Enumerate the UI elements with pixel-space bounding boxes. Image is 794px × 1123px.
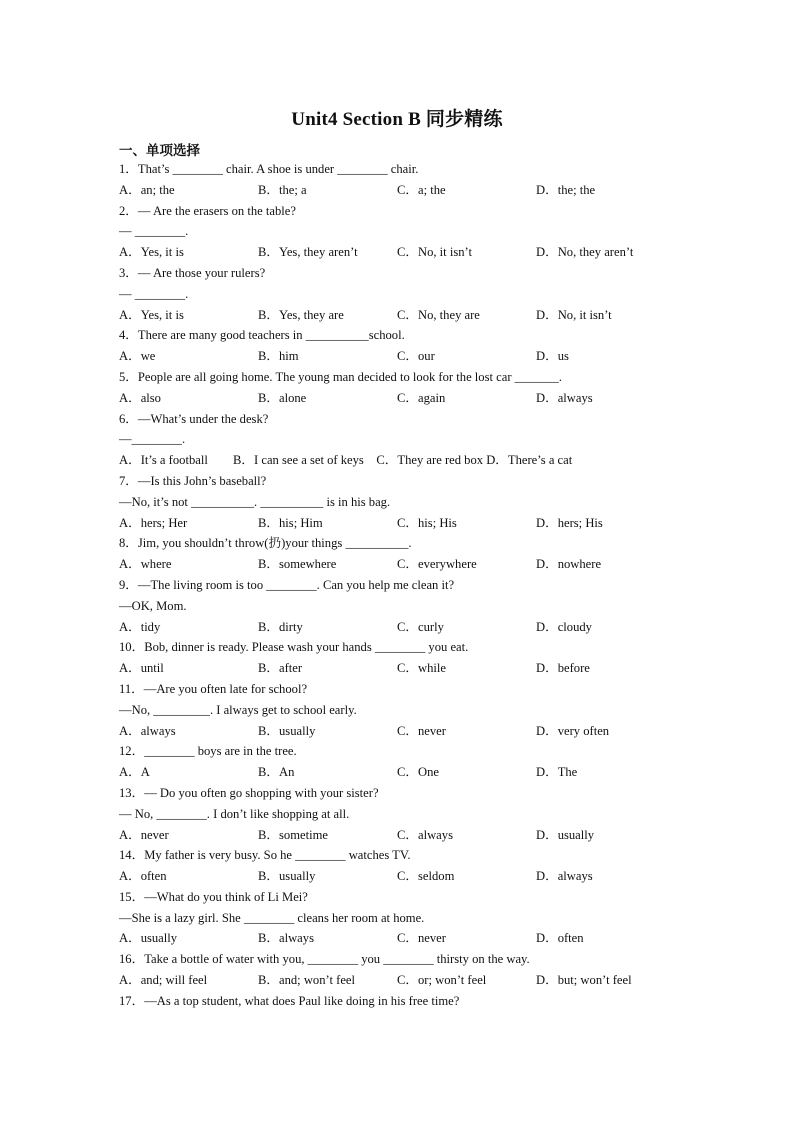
- question-response-line: —OK, Mom.: [119, 598, 187, 613]
- question-16: [119, 949, 679, 991]
- options-row: [119, 825, 679, 846]
- options-row: [119, 388, 679, 409]
- question-5: [119, 367, 679, 409]
- option-d: D．No, it isn’t: [536, 307, 612, 322]
- option-b: B．always: [258, 931, 314, 946]
- options-row: [119, 305, 679, 326]
- question-stem: 12．________ boys are in the tree.: [119, 744, 297, 759]
- option-c: C．No, they are: [397, 307, 480, 322]
- option-b: B．after: [258, 661, 303, 676]
- option-b: B．dirty: [258, 619, 303, 634]
- option-b: B．the; a: [258, 182, 307, 197]
- question-stem: 6．—What’s under the desk?: [119, 411, 269, 426]
- option-a: A．always: [119, 723, 176, 738]
- option-a: A．an; the: [119, 182, 175, 197]
- option-c: C．never: [397, 723, 446, 738]
- question-stem: 2．— Are the erasers on the table?: [119, 203, 296, 218]
- options-row: [119, 513, 679, 534]
- option-b: B．usually: [258, 723, 316, 738]
- options-row: [119, 554, 679, 575]
- question-11: [119, 679, 679, 741]
- option-c: C．again: [397, 390, 446, 405]
- question-stem: 13．— Do you often go shopping with your sister?: [119, 785, 379, 800]
- option-d: D．very often: [536, 723, 610, 738]
- option-d: D．cloudy: [536, 619, 592, 634]
- question-response-line: — ________.: [119, 224, 189, 239]
- option-b: B．and; won’t feel: [258, 973, 355, 988]
- option-c: C．while: [397, 661, 446, 676]
- option-d: D．always: [536, 390, 593, 405]
- option-a: A．hers; Her: [119, 515, 188, 530]
- option-c: C．curly: [397, 619, 444, 634]
- question-14: [119, 845, 679, 887]
- question-stem: 14．My father is very busy. So he ________ watches TV.: [119, 848, 411, 863]
- options-row: [119, 180, 679, 201]
- options-row: [119, 658, 679, 679]
- question-stem: 5．People are all going home. The young man decided to look for the lost car _______.: [119, 369, 562, 384]
- option-b: B．alone: [258, 390, 307, 405]
- option-d: D．nowhere: [536, 557, 602, 572]
- question-6: [119, 409, 679, 471]
- option-a: A．tidy: [119, 619, 161, 634]
- question-stem: 15．—What do you think of Li Mei?: [119, 889, 308, 904]
- option-a: A．never: [119, 827, 169, 842]
- option-c: C．never: [397, 931, 446, 946]
- question-stem: 16．Take a bottle of water with you, ________ you ________ thirsty on the way.: [119, 952, 530, 967]
- option-d: D．usually: [536, 827, 595, 842]
- option-b: B．him: [258, 349, 299, 364]
- option-a: A．we: [119, 349, 156, 364]
- options-row: [119, 721, 679, 742]
- option-c: C．No, it isn’t: [397, 245, 472, 260]
- options-row: [119, 928, 679, 949]
- question-list: [119, 159, 679, 1012]
- options-row: [119, 617, 679, 638]
- question-13: [119, 783, 679, 845]
- options-row: [119, 970, 679, 991]
- question-stem: 3．— Are those your rulers?: [119, 265, 266, 280]
- option-a: A．often: [119, 869, 167, 884]
- option-d: D．The: [536, 765, 578, 780]
- option-c: C．seldom: [397, 869, 455, 884]
- question-response-line: —No, it’s not __________. __________ is in his bag.: [119, 494, 391, 509]
- option-d: D．us: [536, 349, 569, 364]
- question-stem: 9．—The living room is too ________. Can you help me clean it?: [119, 577, 455, 592]
- question-stem: 1．That’s ________ chair. A shoe is under ________ chair.: [119, 162, 419, 176]
- question-17: [119, 991, 679, 1012]
- option-d: D．hers; His: [536, 515, 603, 530]
- question-stem: 10．Bob, dinner is ready. Please wash your hands ________ you eat.: [119, 640, 469, 655]
- option-c: C．everywhere: [397, 557, 477, 572]
- option-b: B．sometime: [258, 827, 328, 842]
- question-response-line: —No, _________. I always get to school early.: [119, 702, 357, 717]
- question-12: [119, 741, 679, 783]
- question-7: [119, 471, 679, 533]
- question-stem: 4．There are many good teachers in __________school.: [119, 328, 405, 343]
- option-c: C．a; the: [397, 182, 446, 197]
- option-b: B．Yes, they are: [258, 307, 344, 322]
- question-stem: 7．—Is this John’s baseball?: [119, 473, 267, 488]
- option-d: D．always: [536, 869, 593, 884]
- option-a: A．also: [119, 390, 161, 405]
- question-3: [119, 263, 679, 325]
- question-10: [119, 637, 679, 679]
- option-a: A．A: [119, 765, 150, 780]
- option-d: D．No, they aren’t: [536, 245, 634, 260]
- question-stem: 8．Jim, you shouldn’t throw(扔)your things __________.: [119, 536, 412, 551]
- question-stem: 17．—As a top student, what does Paul like doing in his free time?: [119, 993, 460, 1008]
- options-row: [119, 346, 679, 367]
- options-row: [119, 762, 679, 783]
- option-c: C．One: [397, 765, 439, 780]
- option-c: C．always: [397, 827, 453, 842]
- option-b: B．usually: [258, 869, 316, 884]
- question-15: [119, 887, 679, 949]
- option-d: D．often: [536, 931, 584, 946]
- option-c: C．our: [397, 349, 435, 364]
- question-8: [119, 533, 679, 575]
- option-b: B．Yes, they aren’t: [258, 245, 358, 260]
- options-row: A．It’s a football B．I can see a set of keys C．They are red box D．There’s a cat: [119, 453, 573, 468]
- question-4: [119, 325, 679, 367]
- option-b: B．An: [258, 765, 295, 780]
- section-heading: 一、单项选择: [119, 143, 200, 159]
- question-stem: 11．—Are you often late for school?: [119, 681, 308, 696]
- question-response-line: — No, ________. I don’t like shopping at all.: [119, 806, 350, 821]
- option-d: D．but; won’t feel: [536, 973, 632, 988]
- option-a: A．Yes, it is: [119, 245, 184, 260]
- option-d: D．before: [536, 661, 590, 676]
- option-a: A．Yes, it is: [119, 307, 184, 322]
- option-c: C．his; His: [397, 515, 457, 530]
- option-a: A．and; will feel: [119, 973, 208, 988]
- option-b: B．somewhere: [258, 557, 337, 572]
- option-d: D．the; the: [536, 182, 596, 197]
- question-response-line: — ________.: [119, 286, 189, 301]
- option-c: C．or; won’t feel: [397, 973, 487, 988]
- option-a: A．usually: [119, 931, 178, 946]
- option-a: A．until: [119, 661, 164, 676]
- question-9: [119, 575, 679, 637]
- option-b: B．his; Him: [258, 515, 323, 530]
- page-title: Unit4 Section B 同步精练: [291, 109, 503, 130]
- options-row: [119, 242, 679, 263]
- question-2: [119, 201, 679, 263]
- question-response-line: —She is a lazy girl. She ________ cleans her room at home.: [119, 910, 425, 925]
- options-row: [119, 866, 679, 887]
- question-1: [119, 159, 679, 201]
- question-response-line: —________.: [119, 432, 186, 447]
- option-a: A．where: [119, 557, 172, 572]
